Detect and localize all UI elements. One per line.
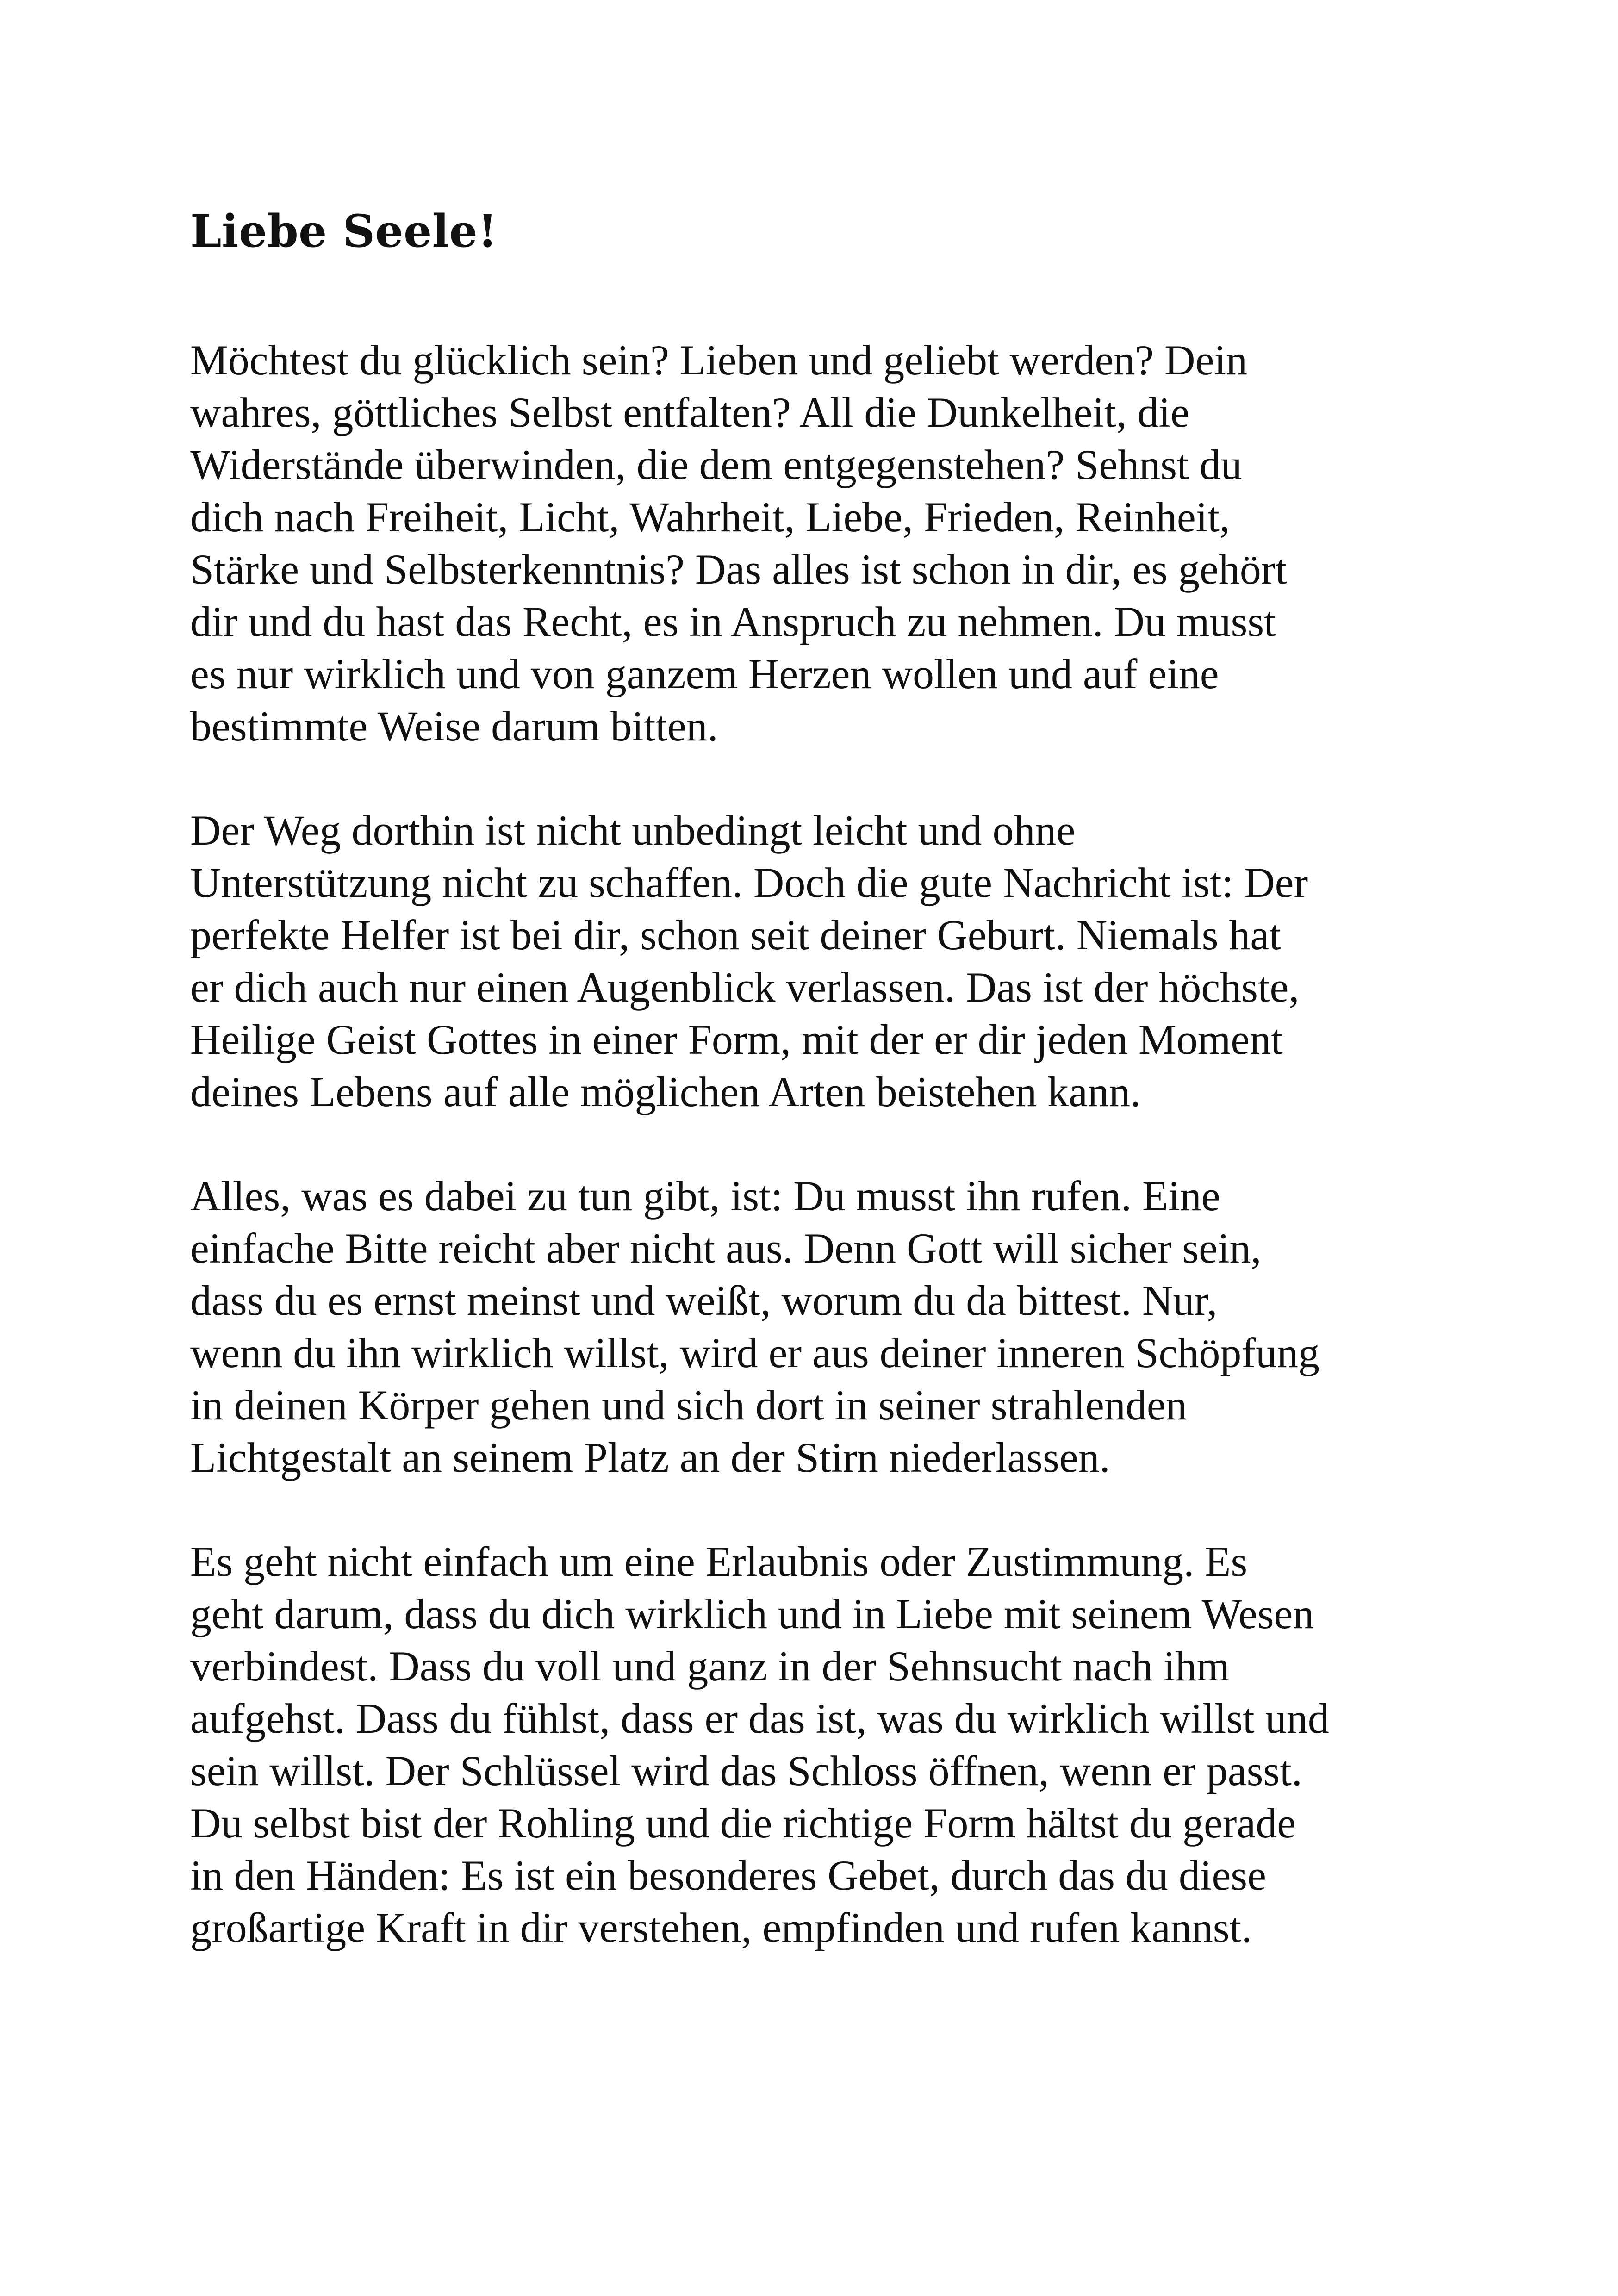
paragraph-4	[190, 1536, 1463, 1954]
text-line: Es geht nicht einfach um eine Erlaubnis oder Zustimmung. Es	[190, 1538, 1248, 1585]
text-line: Unterstützung nicht zu schaffen. Doch die gute Nachricht ist: Der	[190, 859, 1308, 906]
text-line: dich nach Freiheit, Licht, Wahrheit, Liebe, Frieden, Reinheit,	[190, 493, 1230, 541]
text-line: in deinen Körper gehen und sich dort in seiner strahlenden	[190, 1381, 1187, 1429]
text-line: Du selbst bist der Rohling und die richtige Form hältst du gerade	[190, 1799, 1296, 1847]
text-line: geht darum, dass du dich wirklich und in Liebe mit seinem Wesen	[190, 1590, 1314, 1637]
text-line: deines Lebens auf alle möglichen Arten beistehen kann.	[190, 1068, 1141, 1115]
text-line: Heilige Geist Gottes in einer Form, mit der er dir jeden Moment	[190, 1016, 1283, 1063]
text-line: perfekte Helfer ist bei dir, schon seit deiner Geburt. Niemals hat	[190, 911, 1281, 958]
text-line: Alles, was es dabei zu tun gibt, ist: Du musst ihn rufen. Eine	[190, 1172, 1220, 1220]
text-line: er dich auch nur einen Augenblick verlassen. Das ist der höchste,	[190, 964, 1300, 1011]
text-line: bestimmte Weise darum bitten.	[190, 703, 718, 750]
text-line: wahres, göttliches Selbst entfalten? All die Dunkelheit, die	[190, 389, 1189, 436]
text-line: dir und du hast das Recht, es in Anspruch zu nehmen. Du musst	[190, 598, 1276, 645]
text-line: in den Händen: Es ist ein besonderes Gebet, durch das du diese	[190, 1852, 1266, 1899]
text-line: Der Weg dorthin ist nicht unbedingt leicht und ohne	[190, 807, 1076, 854]
text-line: sein willst. Der Schlüssel wird das Schloss öffnen, wenn er passt.	[190, 1747, 1302, 1794]
text-line: einfache Bitte reicht aber nicht aus. Denn Gott will sicher sein,	[190, 1225, 1262, 1272]
text-line: verbindest. Dass du voll und ganz in der Sehnsucht nach ihm	[190, 1643, 1230, 1690]
text-line: es nur wirklich und von ganzem Herzen wollen und auf eine	[190, 650, 1219, 697]
text-line: aufgehst. Dass du fühlst, dass er das ist, was du wirklich willst und	[190, 1695, 1329, 1742]
text-line: dass du es ernst meinst und weißt, worum du da bittest. Nur,	[190, 1277, 1218, 1324]
paragraph-3	[190, 1170, 1463, 1484]
paragraph-1	[190, 334, 1463, 753]
text-line: großartige Kraft in dir verstehen, empfinden und rufen kannst.	[190, 1904, 1252, 1951]
text-line: Widerstände überwinden, die dem entgegenstehen? Sehnst du	[190, 441, 1242, 488]
text-line: Möchtest du glücklich sein? Lieben und geliebt werden? Dein	[190, 336, 1247, 384]
text-line: Lichtgestalt an seinem Platz an der Stirn niederlassen.	[190, 1434, 1110, 1481]
text-line: wenn du ihn wirklich willst, wird er aus deiner inneren Schöpfung	[190, 1329, 1320, 1376]
letter-body	[190, 204, 1463, 2006]
text-line: Stärke und Selbsterkenntnis? Das alles ist schon in dir, es gehört	[190, 546, 1287, 593]
letter-heading: Liebe Seele!	[190, 205, 498, 257]
paragraph-2	[190, 804, 1463, 1118]
